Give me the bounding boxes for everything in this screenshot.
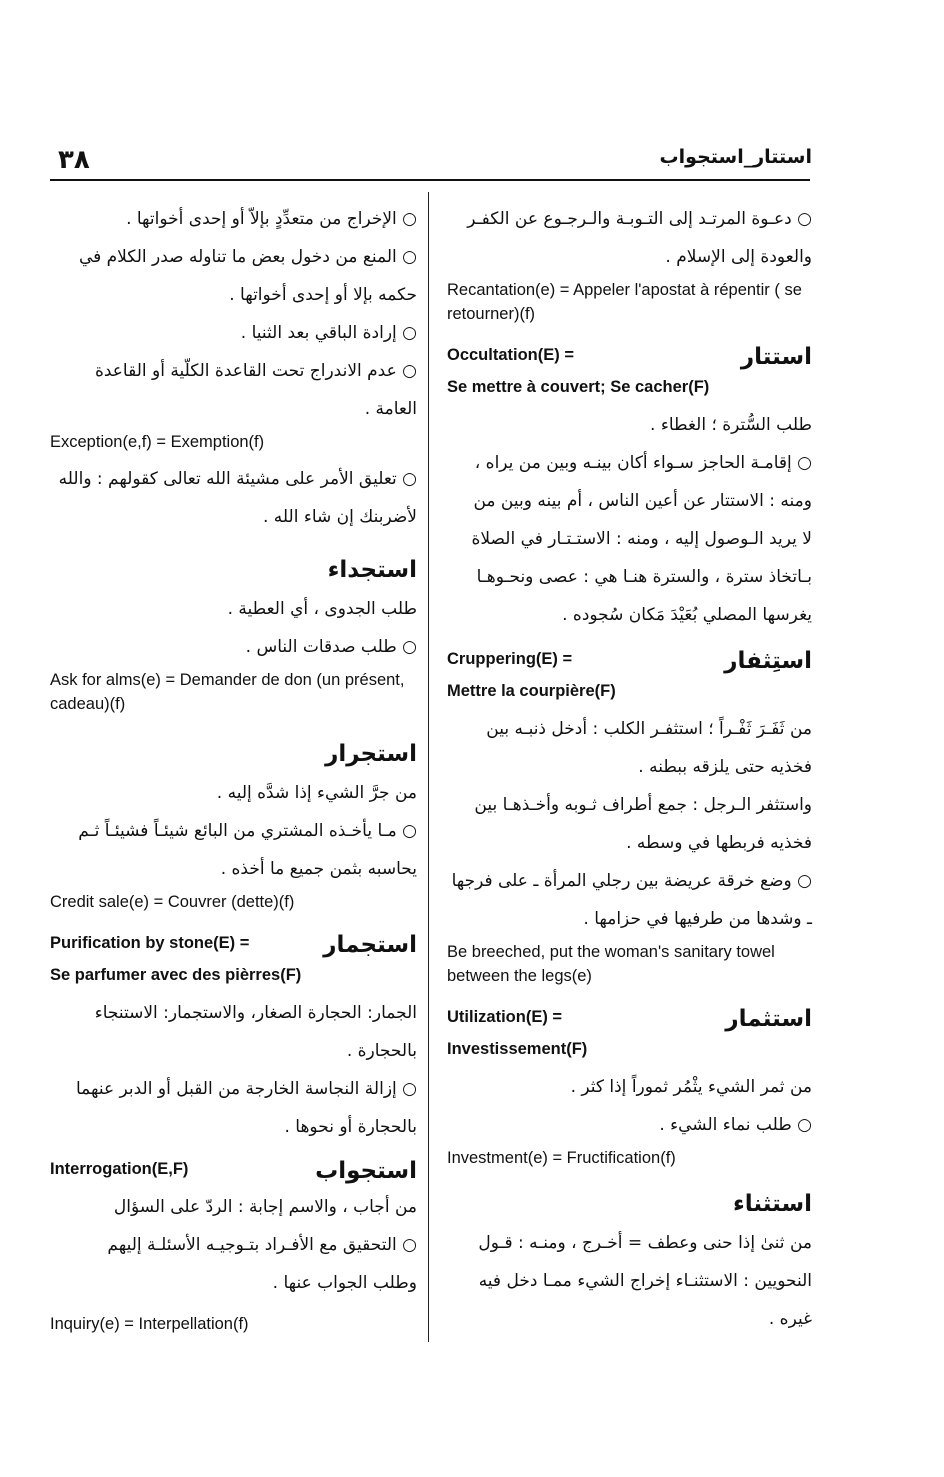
gloss: Investment(e) = Fructification(f) <box>447 1149 676 1167</box>
entry-line: ○ دعـوة المرتـد إلى التـوبـة والـرجـوع عن الكفـر <box>467 209 812 229</box>
headword: استجمار <box>323 932 417 958</box>
entry-line: ○ الإخراج من متعدِّدٍ بإلاّ أو إحدى أخواتها . <box>126 209 417 229</box>
entry-line: ومنه : الاستتار عن أعين الناس ، أم بينه وبين من <box>473 491 812 511</box>
entry-header-istijmar <box>50 928 417 962</box>
entry-line: غيره . <box>768 1309 812 1329</box>
headword: استثناء <box>732 1191 812 1217</box>
english-term: Utilization(E) = <box>447 1008 563 1026</box>
entry-line: طلب السُّترة ؛ الغطاء . <box>650 415 812 435</box>
header-rule <box>50 179 810 181</box>
entry-line: من أجاب ، والاسم إجابة : الردّ على السؤال <box>113 1197 417 1217</box>
gloss: Ask for alms(e) = Demander de don (un présent, cadeau)(f) <box>50 671 405 713</box>
entry-line: من ثمر الشيء يثْمُر ثموراً إذا كثر . <box>570 1077 812 1097</box>
headword: استجرار <box>325 741 417 767</box>
entry-header-istijwab <box>50 1154 417 1188</box>
entry-line: يغرسها المصلي بُعَيْدَ مَكان سُجوده . <box>562 605 812 625</box>
entry-line: ○ إرادة الباقي بعد الثنيا . <box>240 323 417 343</box>
headword: استِثفار <box>724 648 812 674</box>
english-term: Purification by stone(E) = <box>50 934 250 952</box>
entry-line: ○ مـا يأخـذه المشتري من البائع شيئـاً فشيئـاً ثـم <box>78 821 417 841</box>
entry-line: ○ طلب نماء الشيء . <box>659 1115 812 1135</box>
entry-header-istithmar <box>447 1002 812 1036</box>
entry-line: لا يريد الـوصول إليه ، ومنه : الاستـتـار في الصلاة <box>471 529 812 549</box>
entry-line: ○ التحقيق مع الأفـراد بتـوجيـه الأسئلـة إليهم <box>107 1235 417 1255</box>
entry-line: يحاسبه بثمن جميع ما أخذه . <box>220 859 417 879</box>
entry-header-istithfar <box>447 644 812 678</box>
entry-line: بالحجارة أو نحوها . <box>284 1117 417 1137</box>
entry-line: لأضربنك إن شاء الله . <box>263 507 417 527</box>
entry-line: فخذيه حتى يلزقه ببطنه . <box>638 757 812 777</box>
gloss: Exception(e,f) = Exemption(f) <box>50 433 265 451</box>
entry-line: ○ إقامـة الحاجز سـواء أكان بينـه وبين من يراه ، <box>474 453 812 473</box>
right-column <box>447 200 812 1338</box>
gloss: Credit sale(e) = Couvrer (dette)(f) <box>50 893 295 911</box>
entry-line: فخذيه فربطها في وسطه . <box>626 833 812 853</box>
entry-line: ○ طلب صدقات الناس . <box>245 637 417 657</box>
entry-line: العامة . <box>364 399 417 419</box>
french-gloss: Recantation(e) = Appeler l'apostat à répentir ( se retourner)(f) <box>447 281 802 323</box>
french-term: Se parfumer avec des pièrres(F) <box>50 966 302 984</box>
entry-line: بالحجارة . <box>346 1041 417 1061</box>
english-gloss: Be breeched, put the woman's sanitary towel between the legs(e) <box>447 943 775 985</box>
headword: استجداء <box>327 557 417 583</box>
entry-line: ○ وضع خرقة عريضة بين رجلي المرأة ـ على فرجها <box>451 871 812 891</box>
entry-line: واستثفر الـرجل : جمع أطراف ثـوبه وأخـذهـا بين <box>474 795 812 815</box>
entry-line: من ثنىٰ إذا حنى وعطف = أخـرج ، ومنـه : قـول <box>478 1233 812 1253</box>
entry-line: من جرَّ الشيء إذا شدَّه إليه . <box>216 783 417 803</box>
entry-line: من ثَفَـرَ ثَفْـراً ؛ استثفـر الكلب : أدخل ذنبـه بين <box>486 719 812 739</box>
headword: استثمار <box>725 1006 812 1032</box>
entry-line: الجمار: الحجارة الصغار، والاستجمار: الاستنجاء <box>94 1003 417 1023</box>
left-column <box>50 200 417 1336</box>
entry-line: حكمه بإلا أو إحدى أخواتها . <box>229 285 417 305</box>
entry-line: طلب الجدوى ، أي العطية . <box>227 599 417 619</box>
headword: استتار <box>740 344 812 370</box>
french-term: Investissement(F) <box>447 1040 588 1058</box>
english-term: Cruppering(E) = <box>447 650 573 668</box>
headword: استجواب <box>315 1158 417 1184</box>
english-term: Occultation(E) = <box>447 346 574 364</box>
entry-line: والعودة إلى الإسلام . <box>665 247 812 267</box>
entry-line: بـاتخاذ سترة ، والسترة هنـا هي : عصى ونحـوهـا <box>476 567 812 587</box>
gloss: Inquiry(e) = Interpellation(f) <box>50 1315 249 1333</box>
entry-line: ○ تعليق الأمر على مشيئة الله تعالى كقولهم : والله <box>58 469 417 489</box>
running-head: استتار_استجواب <box>659 146 812 168</box>
entry-line: ○ إزالة النجاسة الخارجة من القبل أو الدبر عنهما <box>76 1079 417 1099</box>
column-divider <box>428 192 429 1342</box>
french-term: Se mettre à couvert; Se cacher(F) <box>447 378 710 396</box>
page-number: ٣٨ <box>58 145 90 175</box>
entry-line: النحويين : الاستثنـاء إخراج الشيء ممـا دخل فيه <box>478 1271 812 1291</box>
french-term: Mettre la courpière(F) <box>447 682 616 700</box>
entry-line: وطلب الجواب عنها . <box>272 1273 417 1293</box>
entry-line: ○ المنع من دخول بعض ما تناوله صدر الكلام في <box>78 247 417 267</box>
entry-line: ـ وشدها من طرفيها في حزامها . <box>583 909 812 929</box>
entry-line: ○ عدم الاندراج تحت القاعدة الكلّية أو القاعدة <box>94 361 417 381</box>
english-term: Interrogation(E,F) <box>50 1160 189 1178</box>
entry-header-istitar <box>447 340 812 374</box>
